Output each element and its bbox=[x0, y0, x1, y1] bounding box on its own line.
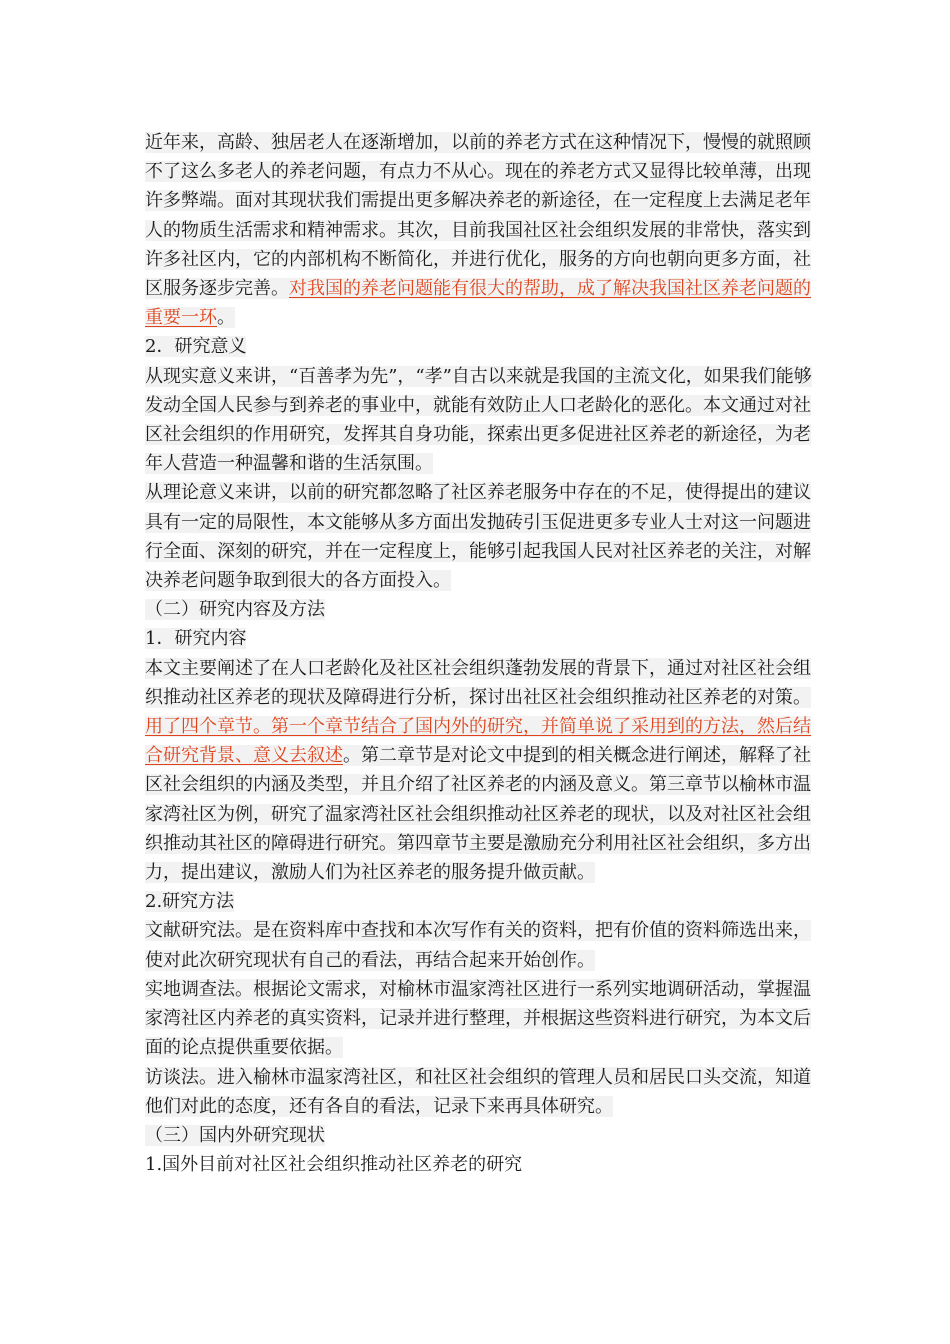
annotated-text: 用了四个章节。第一个章节结合了国内外的研究，并简单说了采用到的方法，然后结合研究背景、意义去叙述 bbox=[145, 716, 811, 767]
paragraph-background bbox=[145, 128, 825, 332]
paragraph-interview-method: 访谈法。进入榆林市温家湾社区，和社区社会组织的管理人员和居民口头交流，知道他们对此的态度，还有各自的看法，记录下来再具体研究。 bbox=[145, 1066, 811, 1117]
paragraph-literature-method: 文献研究法。是在资料库中查找和本次写作有关的资料，把有价值的资料筛选出来，使对此次研究现状有自己的看法，再结合起来开始创作。 bbox=[145, 920, 811, 971]
section-heading-foreign-research: 1.国外目前对社区社会组织推动社区养老的研究 bbox=[145, 1154, 523, 1176]
paragraph-end: 。第二章节是对论文中提到的相关概念进行阐述，解释了社区社会组织的内涵及类型，并且介绍了社区养老的内涵及意义。第三章节以榆林市温家湾社区为例，研究了温家湾社区社会组织推动社区养老的现状，以及对社区社会组织推动其社区的障碍进行研究。第四章节主要是激励充分利用社区社会组织，多方出力，提出建议，激励人们为社区养老的服务提升做贡献。 bbox=[145, 745, 811, 884]
section-heading-research-status: （三）国内外研究现状 bbox=[145, 1124, 325, 1146]
section-heading-content: 1．研究内容 bbox=[145, 628, 247, 650]
paragraph-research-content bbox=[145, 654, 825, 888]
section-heading-content-method: （二）研究内容及方法 bbox=[145, 599, 325, 621]
paragraph-text: 本文主要阐述了在人口老龄化及社区社会组织蓬勃发展的背景下，通过对社区社会组织推动社区养老的现状及障碍进行分析，探讨出社区社会组织推动社区养老的对策。 bbox=[145, 657, 811, 708]
paragraph-practical-significance: 从现实意义来讲，“百善孝为先”，“孝”自古以来就是我国的主流文化，如果我们能够发动全国人民参与到养老的事业中，就能有效防止人口老龄化的恶化。本文通过对社区社会组织的作用研究，发挥其自身功能，探索出更多促进社区养老的新途径，为老年人营造一种温馨和谐的生活氛围。 bbox=[145, 365, 812, 475]
paragraph-field-method: 实地调查法。根据论文需求，对榆林市温家湾社区进行一系列实地调研活动，掌握温家湾社区内养老的真实资料，记录并进行整理，并根据这些资料进行研究，为本文后面的论点提供重要依据。 bbox=[145, 978, 811, 1059]
section-heading-method: 2.研究方法 bbox=[145, 891, 235, 913]
paragraph-theoretical-significance: 从理论意义来讲，以前的研究都忽略了社区养老服务中存在的不足，使得提出的建议具有一定的局限性，本文能够从多方面出发抛砖引玉促进更多专业人士对这一问题进行全面、深刻的研究，并在一定程度上，能够引起我国人民对社区养老的关注，对解决养老问题争取到很大的各方面投入。 bbox=[145, 482, 811, 592]
annotated-text: 对我国的养老问题能有很大的帮助，成了解决我国社区养老问题的重要一环 bbox=[145, 278, 811, 329]
document-page bbox=[145, 128, 825, 1179]
section-heading-significance: 2．研究意义 bbox=[145, 336, 247, 358]
paragraph-text: 近年来，高龄、独居老人在逐渐增加，以前的养老方式在这种情况下，慢慢的就照顾不了这么多老人的养老问题，有点力不从心。现在的养老方式又显得比较单薄，出现许多弊端。面对其现状我们需提出更多解决养老的新途径，在一定程度上去满足老年人的物质生活需求和精神需求。其次，目前我国社区社会组织发展的非常快，落实到许多社区内，它的内部机构不断简化，并进行优化，服务的方向也朝向更多方面，社区服务逐步完善。 bbox=[145, 132, 811, 300]
paragraph-end: 。 bbox=[217, 307, 235, 329]
